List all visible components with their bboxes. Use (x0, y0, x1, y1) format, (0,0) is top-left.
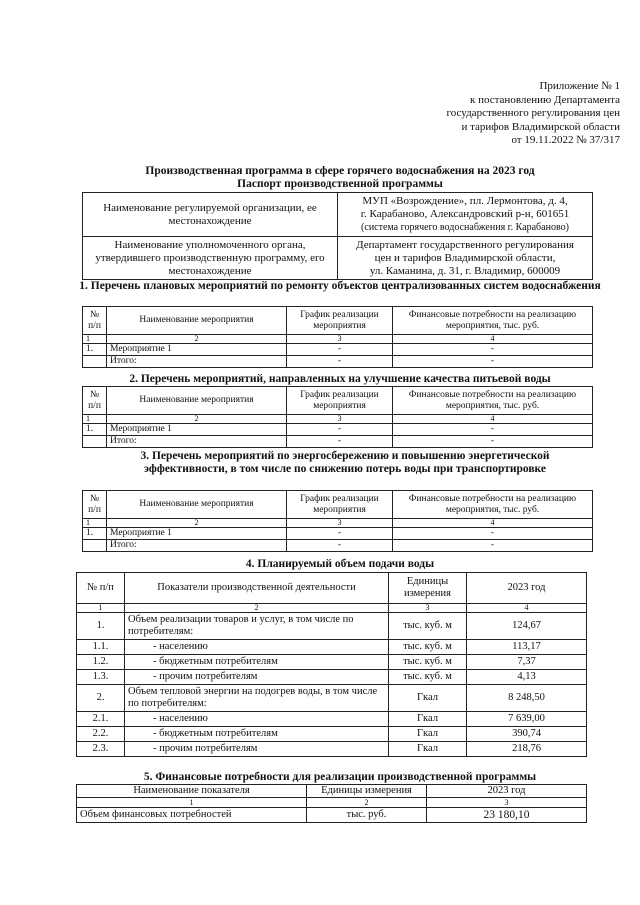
col-index: 3 (287, 519, 393, 528)
col-name-header: Наименование мероприятия (107, 387, 287, 415)
vol-row-name: Объем тепловой энергии на подогрев воды, в том числе по потребителям: (125, 685, 389, 712)
vol-row-num: 1.3. (77, 670, 125, 685)
fin-row-value: 23 180,10 (427, 808, 587, 823)
col-index: 1 (77, 798, 307, 808)
financial-needs-table (76, 784, 587, 823)
passport-table (82, 192, 593, 280)
vol-row-num: 2.1. (77, 712, 125, 727)
row-finance: - (393, 424, 593, 436)
col-index: 2 (125, 604, 389, 613)
vol-row-unit: Гкал (389, 685, 467, 712)
total-label: Итого: (107, 436, 287, 448)
vol-row-value: 390,74 (467, 727, 587, 742)
vol-row-value: 218,76 (467, 742, 587, 757)
row-finance: - (393, 528, 593, 540)
section3-title: 3. Перечень мероприятий по энергосбережению и повышению энергетической эффективности, в том числе по снижению потерь воды при транспортировке (140, 450, 550, 475)
row-num: 1. (83, 528, 107, 540)
col-index: 2 (107, 335, 287, 344)
col-index: 4 (393, 415, 593, 424)
vol-row-name: - прочим потребителям (125, 742, 389, 757)
total-finance: - (393, 540, 593, 552)
vol-row-name: - прочим потребителям (125, 670, 389, 685)
col-index: 3 (427, 798, 587, 808)
passport-authority-line: Департамент государственного регулирования (356, 238, 574, 251)
section3-table (82, 490, 593, 552)
vol-row-value: 113,17 (467, 640, 587, 655)
vol-row-name: - бюджетным потребителям (125, 727, 389, 742)
col-index: 3 (287, 415, 393, 424)
fin-indicator-header: Наименование показателя (77, 785, 307, 798)
col-index: 4 (393, 519, 593, 528)
col-schedule-header: График реализации мероприятия (287, 491, 393, 519)
col-num-header: № п/п (83, 491, 107, 519)
vol-row-name: - бюджетным потребителям (125, 655, 389, 670)
section2-table (82, 386, 593, 448)
fin-row-name: Объем финансовых потребностей (77, 808, 307, 823)
col-index: 1 (77, 604, 125, 613)
vol-row-unit: Гкал (389, 742, 467, 757)
vol-row-num: 2.3. (77, 742, 125, 757)
section5-title: 5. Финансовые потребности для реализации производственной программы (143, 771, 537, 783)
row-schedule: - (287, 528, 393, 540)
vol-row-unit: тыс. куб. м (389, 613, 467, 640)
section1-title: 1. Перечень плановых мероприятий по ремонту объектов централизованных систем водоснабжения (79, 280, 601, 292)
fin-unit-header: Единицы измерения (307, 785, 427, 798)
total-schedule: - (287, 436, 393, 448)
col-schedule-header: График реализации мероприятия (287, 307, 393, 335)
vol-row-unit: тыс. куб. м (389, 670, 467, 685)
vol-row-value: 8 248,50 (467, 685, 587, 712)
col-index: 4 (467, 604, 587, 613)
total-finance: - (393, 356, 593, 368)
document-title: Производственная программа в сфере горячего водоснабжения на 2023 год (145, 165, 535, 177)
col-name-header: Наименование мероприятия (107, 307, 287, 335)
fin-row-unit: тыс. руб. (307, 808, 427, 823)
supply-volume-table (76, 572, 587, 757)
appendix-line: к постановлению Департамента (469, 93, 620, 106)
vol-row-unit: тыс. куб. м (389, 640, 467, 655)
total-finance: - (393, 436, 593, 448)
passport-authority-label: Наименование уполномоченного органа, утвердившего производственную программу, его местонахождение (83, 237, 338, 280)
passport-authority-value (338, 237, 593, 280)
vol-row-name: - населению (125, 640, 389, 655)
col-finance-header: Финансовые потребности на реализацию мероприятия, тыс. руб. (393, 387, 593, 415)
col-index: 1 (83, 519, 107, 528)
col-num-header: № п/п (83, 387, 107, 415)
row-name: Мероприятие 1 (107, 528, 287, 540)
total-schedule: - (287, 356, 393, 368)
col-index: 2 (107, 415, 287, 424)
appendix-line: государственного регулирования цен (446, 107, 620, 119)
col-finance-header: Финансовые потребности на реализацию мероприятия, тыс. руб. (393, 307, 593, 335)
row-finance: - (393, 344, 593, 356)
col-name-header: Наименование мероприятия (107, 491, 287, 519)
vol-row-num: 2. (77, 685, 125, 712)
vol-row-unit: Гкал (389, 712, 467, 727)
appendix-line: и тарифов Владимирской области (461, 120, 620, 133)
fin-year-header: 2023 год (427, 785, 587, 798)
row-num: 1. (83, 424, 107, 436)
row-schedule: - (287, 424, 393, 436)
section4-title: 4. Планируемый объем подачи воды (245, 558, 435, 570)
row-schedule: - (287, 344, 393, 356)
passport-authority-line: цен и тарифов Владимирской области, (374, 251, 556, 264)
row-num: 1. (83, 344, 107, 356)
col-finance-header: Финансовые потребности на реализацию мероприятия, тыс. руб. (393, 491, 593, 519)
col-index: 2 (307, 798, 427, 808)
col-index: 3 (287, 335, 393, 344)
vol-row-unit: Гкал (389, 727, 467, 742)
vol-row-num: 1.2. (77, 655, 125, 670)
vol-row-value: 4,13 (467, 670, 587, 685)
vol-row-value: 7 639,00 (467, 712, 587, 727)
vol-row-name: Объем реализации товаров и услуг, в том числе по потребителям: (125, 613, 389, 640)
vol-row-num: 1. (77, 613, 125, 640)
vol-row-name: - населению (125, 712, 389, 727)
col-index: 4 (393, 335, 593, 344)
passport-org-line: (система горячего водоснабжения г. Карабаново) (361, 222, 569, 233)
total-num (83, 436, 107, 448)
vol-indicator-header: Показатели производственной деятельности (125, 573, 389, 604)
total-label: Итого: (107, 540, 287, 552)
vol-row-num: 1.1. (77, 640, 125, 655)
total-num (83, 540, 107, 552)
col-schedule-header: График реализации мероприятия (287, 387, 393, 415)
total-num (83, 356, 107, 368)
vol-row-num: 2.2. (77, 727, 125, 742)
col-index: 1 (83, 415, 107, 424)
total-label: Итого: (107, 356, 287, 368)
vol-num-header: № п/п (77, 573, 125, 604)
appendix-line: Приложение № 1 (539, 80, 620, 92)
passport-title: Паспорт производственной программы (237, 178, 443, 190)
vol-row-value: 124,67 (467, 613, 587, 640)
passport-org-label: Наименование регулируемой организации, ее местонахождение (83, 193, 338, 237)
vol-unit-header: Единицы измерения (389, 573, 467, 604)
vol-year-header: 2023 год (467, 573, 587, 604)
section2-title: 2. Перечень мероприятий, направленных на улучшение качества питьевой воды (129, 373, 551, 385)
vol-row-value: 7,37 (467, 655, 587, 670)
vol-row-unit: тыс. куб. м (389, 655, 467, 670)
appendix-line: от 19.11.2022 № 37/317 (511, 134, 620, 146)
row-name: Мероприятие 1 (107, 344, 287, 356)
passport-org-line: МУП «Возрождение», пл. Лермонтова, д. 4, (362, 195, 568, 207)
col-index: 2 (107, 519, 287, 528)
appendix-header (390, 80, 620, 148)
passport-org-value (338, 193, 593, 237)
row-name: Мероприятие 1 (107, 424, 287, 436)
col-num-header: № п/п (83, 307, 107, 335)
col-index: 3 (389, 604, 467, 613)
col-index: 1 (83, 335, 107, 344)
total-schedule: - (287, 540, 393, 552)
passport-authority-line: ул. Каманина, д. 31, г. Владимир, 600009 (369, 264, 561, 277)
section1-table (82, 306, 593, 368)
passport-org-line: г. Карабаново, Александровский р-н, 601651 (360, 208, 570, 220)
